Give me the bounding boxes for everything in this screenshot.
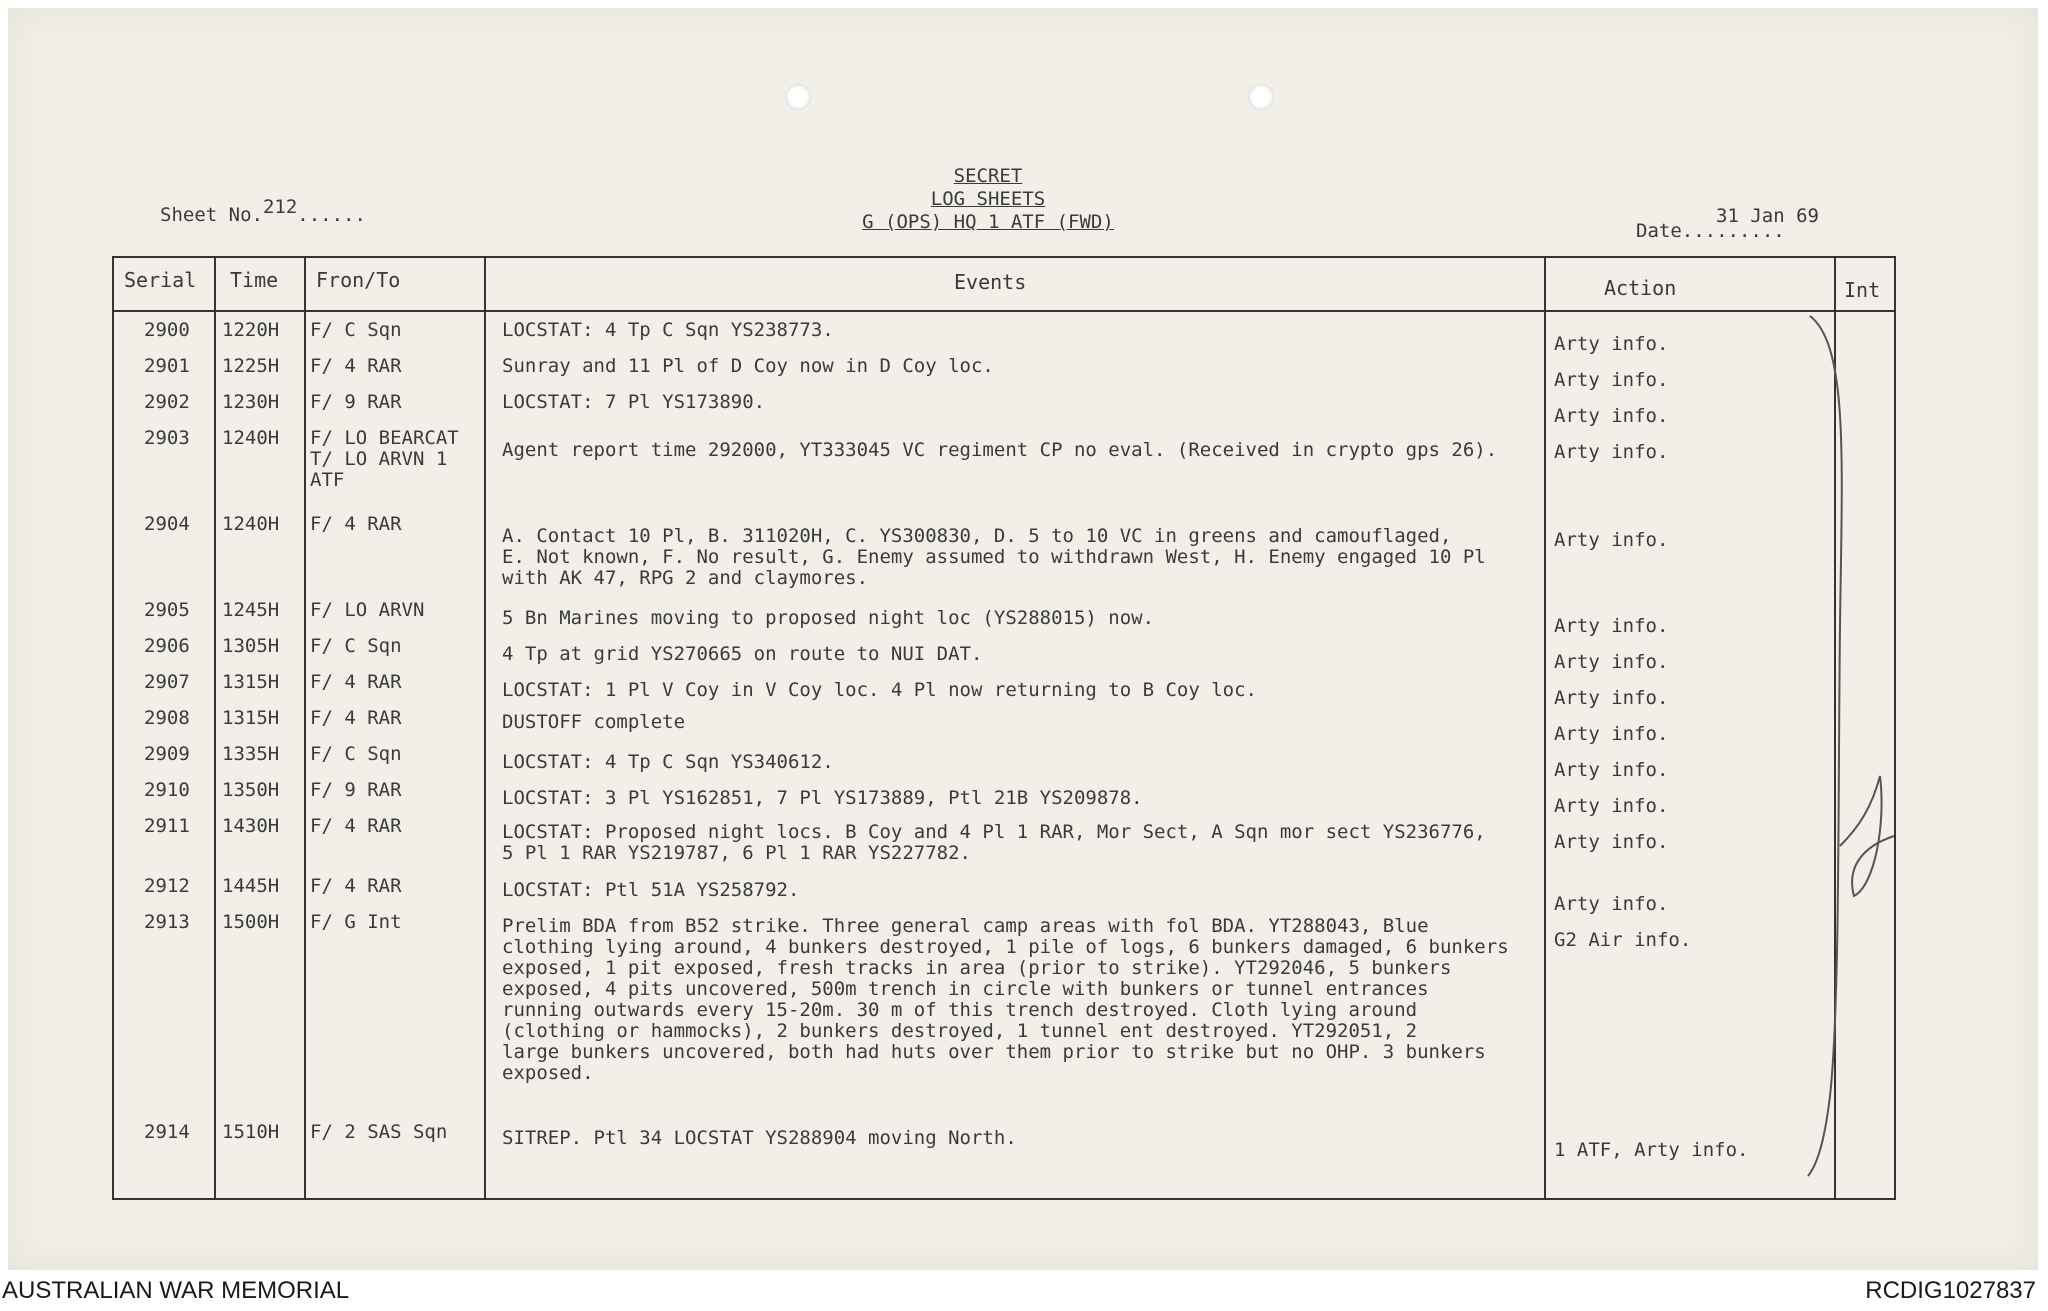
time-cell: 1445H (222, 875, 280, 897)
time-cell: 1430H (222, 815, 280, 837)
action-cell: G2 Air info. (1554, 929, 1692, 951)
date-label: Date......... (1636, 220, 1785, 242)
time-cell: 1240H (222, 513, 280, 535)
from-to-cell: F/ 4 RAR (310, 671, 402, 693)
events-cell: DUSTOFF complete (502, 711, 686, 733)
events-cell: LOCSTAT: 4 Tp C Sqn YS340612. (502, 751, 834, 773)
serial-cell: 2903 (144, 427, 190, 449)
serial-cell: 2913 (144, 911, 190, 933)
serial-cell: 2900 (144, 319, 190, 341)
action-cell: Arty info. (1554, 405, 1669, 427)
action-cell: Arty info. (1554, 369, 1669, 391)
from-to-cell: F/ 2 SAS Sqn (310, 1121, 448, 1143)
events-cell: Agent report time 292000, YT333045 VC regiment CP no eval. (Received in crypto gps 26). (502, 439, 1498, 461)
time-cell: 1315H (222, 671, 280, 693)
from-to-cell: F/ 9 RAR (310, 391, 402, 413)
document-title: LOG SHEETS (930, 188, 1046, 210)
action-cell: Arty info. (1554, 651, 1669, 673)
sheet-number (160, 196, 366, 226)
action-cell: Arty info. (1554, 759, 1669, 781)
events-cell: LOCSTAT: 4 Tp C Sqn YS238773. (502, 319, 834, 341)
sheet-label: Sheet No. (160, 204, 263, 226)
events-cell: LOCSTAT: 1 Pl V Coy in V Coy loc. 4 Pl now returning to B Coy loc. (502, 679, 1257, 701)
header-events: Events (954, 270, 1027, 294)
from-to-cell: F/ C Sqn (310, 635, 402, 657)
column-divider (214, 256, 216, 1198)
events-cell: Prelim BDA from B52 strike. Three general camp areas with fol BDA. YT288043, Blue clothing lying around, 4 bunkers destroyed, 1 pile of logs, 6 bunkers damaged, 6 bunkers exposed, 1 pit exposed, fresh tracks in area (prior to strike). YT292046, 5 bunkers exposed, 4 pits uncovered, 500m trench in circle with bunkers or tunnel entrances running outwards every 15-20m. 30 m of this trench destroyed. Cloth lying around (clothing or hammocks), 2 bunkers destroyed, 1 tunnel ent destroyed. YT292051, 2 large bunkers uncovered, both had huts over them prior to strike but no OHP. 3 bunkers exposed. (502, 915, 1509, 1084)
classification: SECRET (953, 165, 1023, 187)
action-cell: Arty info. (1554, 615, 1669, 637)
column-divider (484, 256, 486, 1198)
from-to-cell: F/ 4 RAR (310, 875, 402, 897)
punch-hole (1248, 84, 1274, 110)
time-cell: 1240H (222, 427, 280, 449)
document-subtitle: G (OPS) HQ 1 ATF (FWD) (862, 211, 1114, 233)
from-to-cell: F/ LO ARVN (310, 599, 425, 621)
footer-reference: RCDIG1027837 (1865, 1277, 2036, 1304)
sheet-number-value: 212 (262, 196, 298, 218)
header-serial: Serial (124, 268, 197, 292)
serial-cell: 2904 (144, 513, 190, 535)
action-cell: Arty info. (1554, 441, 1669, 463)
serial-cell: 2902 (144, 391, 190, 413)
action-cell: Arty info. (1554, 831, 1669, 853)
header-divider (114, 310, 1894, 312)
serial-cell: 2914 (144, 1121, 190, 1143)
serial-cell: 2905 (144, 599, 190, 621)
handwritten-initial-mark (1794, 306, 1914, 1206)
events-cell: LOCSTAT: Proposed night locs. B Coy and 4 Pl 1 RAR, Mor Sect, A Sqn mor sect YS236776, 5 Pl 1 RAR YS219787, 6 Pl 1 RAR YS227782. (502, 821, 1486, 864)
action-cell: Arty info. (1554, 723, 1669, 745)
footer-source: AUSTRALIAN WAR MEMORIAL (2, 1277, 350, 1304)
serial-cell: 2901 (144, 355, 190, 377)
log-table (112, 256, 1896, 1200)
serial-cell: 2907 (144, 671, 190, 693)
events-cell: Sunray and 11 Pl of D Coy now in D Coy loc. (502, 355, 994, 377)
events-cell: SITREP. Ptl 34 LOCSTAT YS288904 moving North. (502, 1127, 1017, 1149)
action-cell: Arty info. (1554, 529, 1669, 551)
column-divider (304, 256, 306, 1198)
punch-hole (785, 84, 811, 110)
time-cell: 1510H (222, 1121, 280, 1143)
time-cell: 1315H (222, 707, 280, 729)
serial-cell: 2911 (144, 815, 190, 837)
from-to-cell: F/ 9 RAR (310, 779, 402, 801)
sheet-dots: ...... (297, 204, 366, 226)
serial-cell: 2909 (144, 743, 190, 765)
action-cell: Arty info. (1554, 687, 1669, 709)
header-action: Action (1604, 276, 1677, 300)
from-to-cell: F/ C Sqn (310, 319, 402, 341)
events-cell: LOCSTAT: Ptl 51A YS258792. (502, 879, 800, 901)
time-cell: 1500H (222, 911, 280, 933)
from-to-cell: F/ 4 RAR (310, 815, 402, 837)
from-to-cell: F/ G Int (310, 911, 402, 933)
serial-cell: 2908 (144, 707, 190, 729)
events-cell: 5 Bn Marines moving to proposed night loc (YS288015) now. (502, 607, 1155, 629)
events-cell: LOCSTAT: 7 Pl YS173890. (502, 391, 766, 413)
time-cell: 1245H (222, 599, 280, 621)
header-time: Time (230, 268, 279, 292)
table-top-border (114, 256, 1894, 258)
events-cell: A. Contact 10 Pl, B. 311020H, C. YS300830, D. 5 to 10 VC in greens and camouflaged, E. Not known, F. No result, G. Enemy assumed to withdrawn West, H. Enemy engaged 10 Pl with AK 47, RPG 2 and claymores. (502, 525, 1486, 589)
time-cell: 1335H (222, 743, 280, 765)
header-from-to: Fron/To (316, 268, 401, 292)
time-cell: 1350H (222, 779, 280, 801)
time-cell: 1225H (222, 355, 280, 377)
action-cell: Arty info. (1554, 333, 1669, 355)
from-to-cell: F/ LO BEARCAT T/ LO ARVN 1 ATF (310, 427, 459, 491)
date-value: 31 Jan 69 (1716, 205, 1819, 227)
from-to-cell: F/ C Sqn (310, 743, 402, 765)
time-cell: 1220H (222, 319, 280, 341)
from-to-cell: F/ 4 RAR (310, 513, 402, 535)
action-cell: 1 ATF, Arty info. (1554, 1139, 1749, 1161)
serial-cell: 2912 (144, 875, 190, 897)
from-to-cell: F/ 4 RAR (310, 355, 402, 377)
events-cell: 4 Tp at grid YS270665 on route to NUI DAT. (502, 643, 983, 665)
header-int: Int (1844, 278, 1881, 302)
log-sheet (8, 8, 2038, 1270)
events-cell: LOCSTAT: 3 Pl YS162851, 7 Pl YS173889, Ptl 21B YS209878. (502, 787, 1143, 809)
time-cell: 1305H (222, 635, 280, 657)
action-cell: Arty info. (1554, 893, 1669, 915)
time-cell: 1230H (222, 391, 280, 413)
serial-cell: 2910 (144, 779, 190, 801)
from-to-cell: F/ 4 RAR (310, 707, 402, 729)
action-cell: Arty info. (1554, 795, 1669, 817)
serial-cell: 2906 (144, 635, 190, 657)
